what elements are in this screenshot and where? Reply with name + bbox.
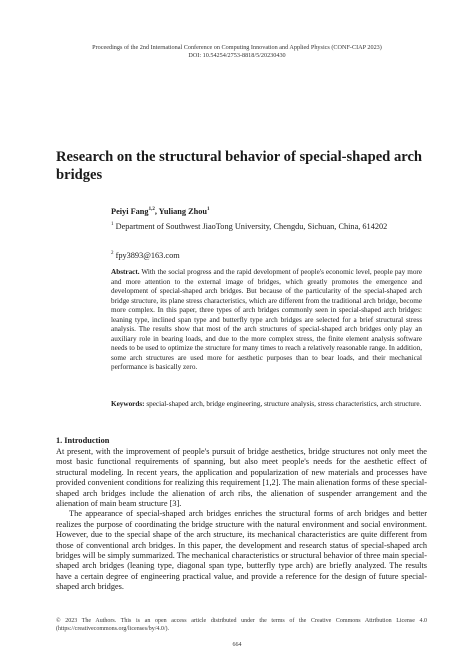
author-name: Peiyi Fang <box>111 207 149 216</box>
abstract-text: With the social progress and the rapid development of people's economic level, people pay more and more attention to the external image of bridges, which greatly promotes the emergence and development of special-shaped arch bridges. But because of the particularity of the special-shaped arch bridge structure, its plane stress characteristics, which are different from the traditional arch bridge, become more complex. In this paper, three types of arch bridges commonly seen in special-shaped arch bridges: leaning type, inclined span type and butterfly type arch bridges are selected for a brief structural stress analysis. The results show that most of the arch structures of special-shaped arch bridges only play an auxiliary role in bearing loads, and due to the more complex stress, the finite element analysis software needs to be used to optimize the structure for many times to reach a relatively reasonable range. In addition, some arch structures are used more for aesthetic purposes than to bear loads, and their mechanical performance is basically zero. <box>111 268 422 371</box>
author-affil-sup: 1 <box>207 207 210 213</box>
keywords-label: Keywords: <box>111 400 145 408</box>
abstract-label: Abstract. <box>111 268 140 276</box>
paragraph: The appearance of special-shaped arch bridges enriches the structural forms of arch bridges and better realizes the purpose of coordinating the bridge structure with the natural environment and social environment. However, due to the special shape of the arch structure, its mechanical characteristics are quite different from those of conventional arch bridges. In this paper, the development and research status of special-shaped arch bridges will be simply summarized. The mechanical characteristics or structural behavior of three main special-shaped arch bridges (leaning type, diagonal span type, butterfly type arch) are briefly analyzed. The results have a certain degree of engineering practical value, and provide a reference for the design of future special-shaped arch bridges. <box>56 509 427 592</box>
affiliation <box>111 222 387 231</box>
paragraph: At present, with the improvement of people's pursuit of bridge aesthetics, bridge structures not only meet the most basic functional requirements of spanning, but also meet people's needs for the aesthetic effect of structural modeling. In recent years, the application and popularization of new materials and processes have provided convenient conditions for realizing this requirement [1,2]. The main alienation forms of these special-shaped arch bridges include the alienation of arch ribs, the alienation of suspender arrangement and the alienation of main beam structure [3]. <box>56 447 427 509</box>
abstract <box>111 268 422 373</box>
license-footer: © 2023 The Authors. This is an open access article distributed under the terms of the Creative Commons Attribution License 4.0 (https://creativecommons.org/licenses/by/4.0/). <box>56 618 427 632</box>
keywords-text: special-shaped arch, bridge engineering, structure analysis, stress characteristics, arch structure. <box>144 400 422 408</box>
affiliation-sup: 1 <box>111 222 114 228</box>
paper-title: Research on the structural behavior of special-shaped arch bridges <box>56 149 423 183</box>
page-number: 664 <box>232 642 242 648</box>
author-affil-sup: 1,2 <box>148 207 155 213</box>
proceedings-line: Proceedings of the 2nd International Conference on Computing Innovation and Applied Physics (CONF-CIAP 2023) <box>92 44 382 51</box>
doi-line: DOI: 10.54254/2753-8818/5/20230430 <box>188 52 286 59</box>
author-name: Yuliang Zhou <box>158 207 208 216</box>
author-email <box>111 251 180 260</box>
email-sup: 2 <box>111 251 114 257</box>
section-body <box>56 447 427 593</box>
section-heading: 1. Introduction <box>56 436 110 445</box>
email-text: fpy3893@163.com <box>113 251 180 260</box>
author-separator: , <box>154 207 159 216</box>
running-header <box>0 44 474 60</box>
author-list <box>111 207 210 216</box>
affiliation-text: Department of Southwest JiaoTong University, Chengdu, Sichuan, China, 614202 <box>113 222 388 231</box>
keywords <box>111 400 422 410</box>
